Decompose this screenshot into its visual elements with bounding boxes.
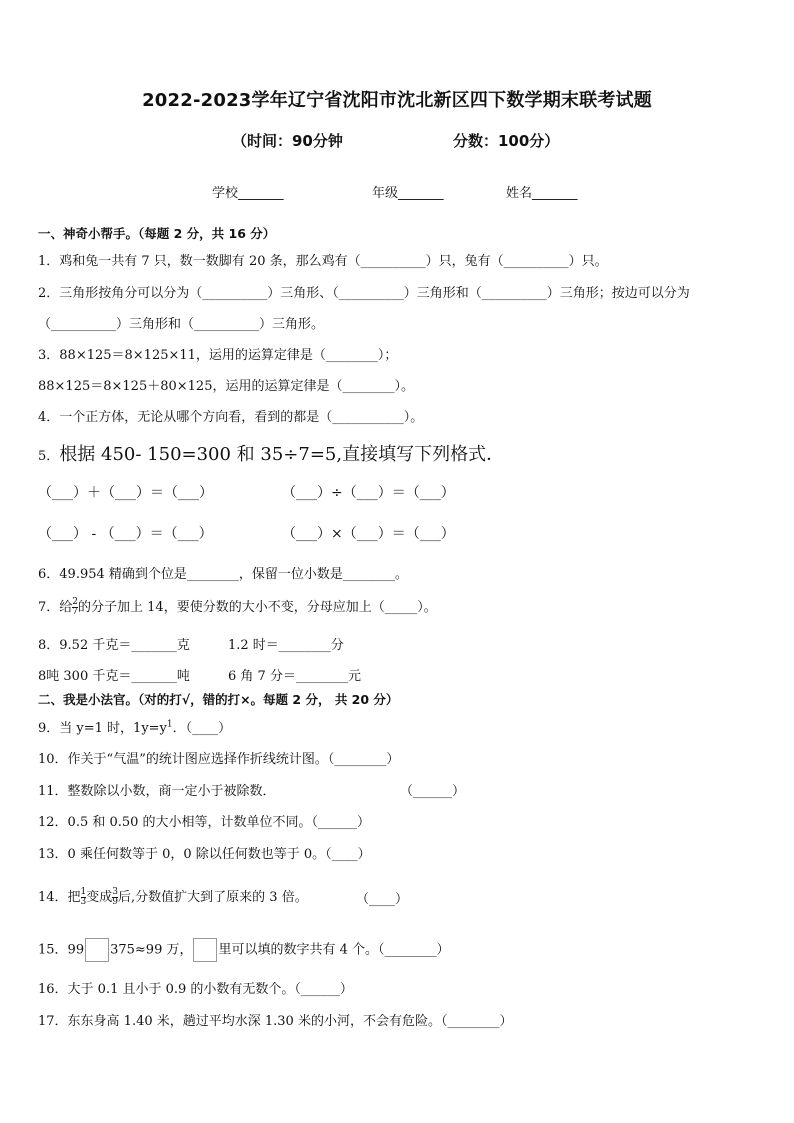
question-5-number: 5． bbox=[38, 449, 60, 464]
question-12: 12．0.5 和 0.50 的大小相等，计数单位不同。（______） bbox=[38, 815, 371, 830]
question-14-blank: （____） bbox=[356, 892, 409, 907]
digit-box bbox=[193, 938, 217, 962]
fraction-1-3: $\frac{1}{3}$ bbox=[80, 887, 87, 907]
question-5-row-1-right: （___）÷（___）＝（___） bbox=[282, 485, 455, 501]
question-5-row-1-left: （___）＋（___）＝（___） bbox=[38, 485, 213, 501]
name-field: 姓名_______ bbox=[506, 186, 578, 201]
section-1-heading: 一、神奇小帮手。（每题 2 分，共 16 分） bbox=[38, 226, 276, 241]
fraction-3-9: $\frac{3}{9}$ bbox=[112, 887, 119, 907]
question-16: 16．大于 0.1 且小于 0.9 的小数有无数个。（______） bbox=[38, 982, 353, 997]
question-2-line-1: 2．三角形按角分可以分为（__________）三角形、（__________）三角形和（__________）三角形；按边可以分为 bbox=[38, 286, 690, 301]
grade-field: 年级_______ bbox=[372, 186, 444, 201]
question-13: 13．0 乘任何数等于 0，0 除以任何数也等于 0。（____） bbox=[38, 847, 371, 862]
school-field: 学校_______ bbox=[212, 186, 284, 201]
page-title: 2022-2023学年辽宁省沈阳市沈北新区四下数学期末联考试题 bbox=[142, 90, 652, 111]
digit-box bbox=[85, 938, 109, 962]
question-14: 14．把 $\frac{1}{3}$ 变成 $\frac{3}{9}$ 后,分数值扩大到了原来的 3 倍。 bbox=[38, 887, 308, 907]
question-11: 11．整数除以小数，商一定小于被除数． bbox=[38, 784, 276, 799]
question-5-row-2-right: （___）×（___）＝（___） bbox=[282, 526, 455, 542]
question-11-blank: （______） bbox=[400, 784, 466, 799]
question-17: 17．东东身高 1.40 米，趟过平均水深 1.30 米的小河，不会有危险。（________） bbox=[38, 1014, 513, 1029]
question-4: 4．一个正方体，无论从哪个方向看，看到的都是（___________）。 bbox=[38, 410, 424, 425]
question-7-suffix: 的分子加上 14，要使分数的大小不变，分母应加上（_____）。 bbox=[78, 600, 437, 615]
question-6: 6．49.954 精确到个位是________，保留一位小数是________。 bbox=[38, 567, 408, 582]
question-9: 9．当 y=1 时，$1y=y^1$．（____） bbox=[38, 719, 232, 736]
question-8-a: 8．9.52 千克＝_______克 bbox=[38, 638, 190, 653]
question-5-text: 根据 450- 150=300 和 35÷7=5,直接填写下列格式． bbox=[59, 444, 505, 465]
exam-score: 分数：100分） bbox=[453, 132, 560, 150]
question-10: 10．作关于“气温”的统计图应选择作折线统计图。（________） bbox=[38, 752, 400, 767]
fraction-2-7: $\frac{2}{7}$ bbox=[72, 597, 79, 617]
question-3-line-2: 88×125＝8×125＋80×125，运用的运算定律是（________）。 bbox=[38, 379, 414, 394]
question-3-line-1: 3．88×125＝8×125×11，运用的运算定律是（________）； bbox=[38, 348, 398, 363]
question-8-b: 1.2 时＝________分 bbox=[228, 638, 344, 653]
question-8-d: 6 角 7 分＝________元 bbox=[228, 669, 361, 684]
question-5 bbox=[38, 440, 504, 466]
question-7-prefix: 7．给 bbox=[38, 600, 73, 615]
section-2-heading: 二、我是小法官。（对的打√，错的打×。每题 2 分， 共 20 分） bbox=[38, 692, 399, 707]
question-1: 1．鸡和兔一共有 7 只，数一数脚有 20 条，那么鸡有（__________）只，兔有（__________）只。 bbox=[38, 254, 608, 269]
question-15: 15．99 375≈99 万， 里可以填的数字共有 4 个。（________） bbox=[38, 938, 450, 962]
question-8-c: 8吨 300 千克＝_______吨 bbox=[38, 669, 190, 684]
question-5-row-2-left: （___） - （___）＝（___） bbox=[38, 526, 213, 542]
question-2-line-2: （__________）三角形和（__________）三角形。 bbox=[38, 317, 325, 332]
question-7 bbox=[38, 596, 437, 617]
exam-time: （时间：90分钟 bbox=[232, 132, 343, 150]
